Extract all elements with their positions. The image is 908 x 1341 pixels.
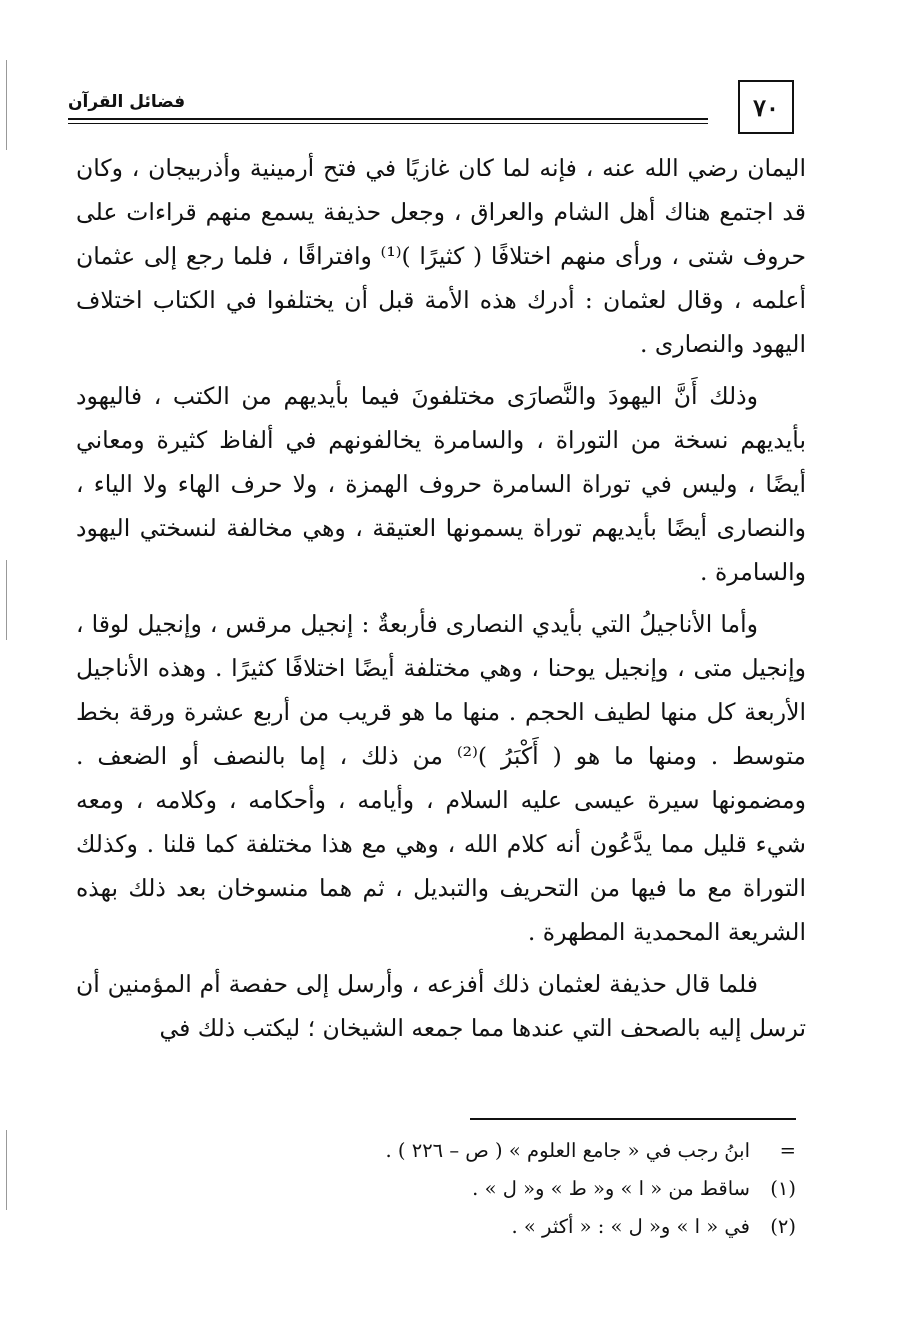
footnote-rule	[470, 1118, 796, 1120]
scan-edge-line	[6, 60, 7, 150]
footnote-marker: =	[779, 1139, 796, 1162]
running-title: فضائل القرآن	[68, 92, 186, 112]
header-rule	[68, 118, 708, 120]
paragraph: اليمان رضي الله عنه ، فإنه لما كان غازيًا في فتح أرمينية وأذربيجان ، وكان قد اجتمع هناك أهل الشام والعراق ، وجعل حذيفة يسمع منهم قراءات على حروف شتى ، ورأى منهم اختلافًا ( كثيرًا )⁽¹⁾ وافتراقًا ، فلما رجع إلى عثمان أعلمه ، وقال لعثمان : أدرك هذه الأمة قبل أن يختلفوا في الكتاب اختلاف اليهود والنصارى .	[76, 154, 806, 358]
footnote-text: في « ا » و« ل » : « أكثر » .	[511, 1215, 750, 1238]
footnotes	[300, 1132, 796, 1246]
footnote	[300, 1208, 796, 1246]
footnote-text: ابنُ رجب في « جامع العلوم » ( ص – ٢٢٦ ) .	[385, 1139, 750, 1162]
header-rule-thin	[68, 123, 708, 124]
paragraph: فلما قال حذيفة لعثمان ذلك أفزعه ، وأرسل إلى حفصة أم المؤمنين أن ترسل إليه بالصحف التي عندها مما جمعه الشيخان ؛ ليكتب ذلك في	[76, 970, 806, 1042]
footnote-marker: (١)	[770, 1177, 796, 1200]
paragraph: وذلك أَنَّ اليهودَ والنَّصارَى مختلفونَ فيما بأيديهم من الكتب ، فاليهود بأيديهم نسخة من التوراة ، والسامرة يخالفونهم في ألفاظ كثيرة ومعاني أيضًا ، وليس في توراة السامرة حروف الهمزة ، ولا حرف الهاء ولا الياء ، والنصارى أيضًا بأيديهم توراة يسمونها العتيقة ، وهي مخالفة لنسختي اليهود والسامرة .	[76, 382, 806, 586]
paragraph: وأما الأناجيلُ التي بأيدي النصارى فأربعةٌ : إنجيل مرقس ، وإنجيل لوقا ، وإنجيل متى ، وإنجيل يوحنا ، وهي مختلفة أيضًا اختلافًا كثيرًا . وهذه الأناجيل الأربعة كل منها لطيف الحجم . منها ما هو قريب من أربع عشرة ورقة بخط متوسط . ومنها ما هو ( أَكْبَرُ )⁽²⁾ من ذلك ، إما بالنصف أو الضعف . ومضمونها سيرة عيسى عليه السلام ، وأيامه ، وأحكامه ، وكلامه ، ومعه شيء قليل مما يدَّعُون أنه كلام الله ، وهي مع هذا مختلفة كما قلنا . وكذلك التوراة مع ما فيها من التحريف والتبديل ، ثم هما منسوخان بعد ذلك بهذه الشريعة المحمدية المطهرة .	[76, 610, 806, 946]
footnote	[300, 1170, 796, 1208]
running-header	[68, 82, 768, 122]
footnote-marker: (٢)	[770, 1215, 796, 1238]
main-text	[76, 146, 806, 1058]
scan-edge-line	[6, 560, 7, 640]
page-number: ٧٠	[738, 80, 794, 134]
scan-edge-line	[6, 1130, 7, 1210]
footnote-text: ساقط من « ا » و« ط » و« ل » .	[472, 1177, 750, 1200]
footnote	[300, 1132, 796, 1170]
